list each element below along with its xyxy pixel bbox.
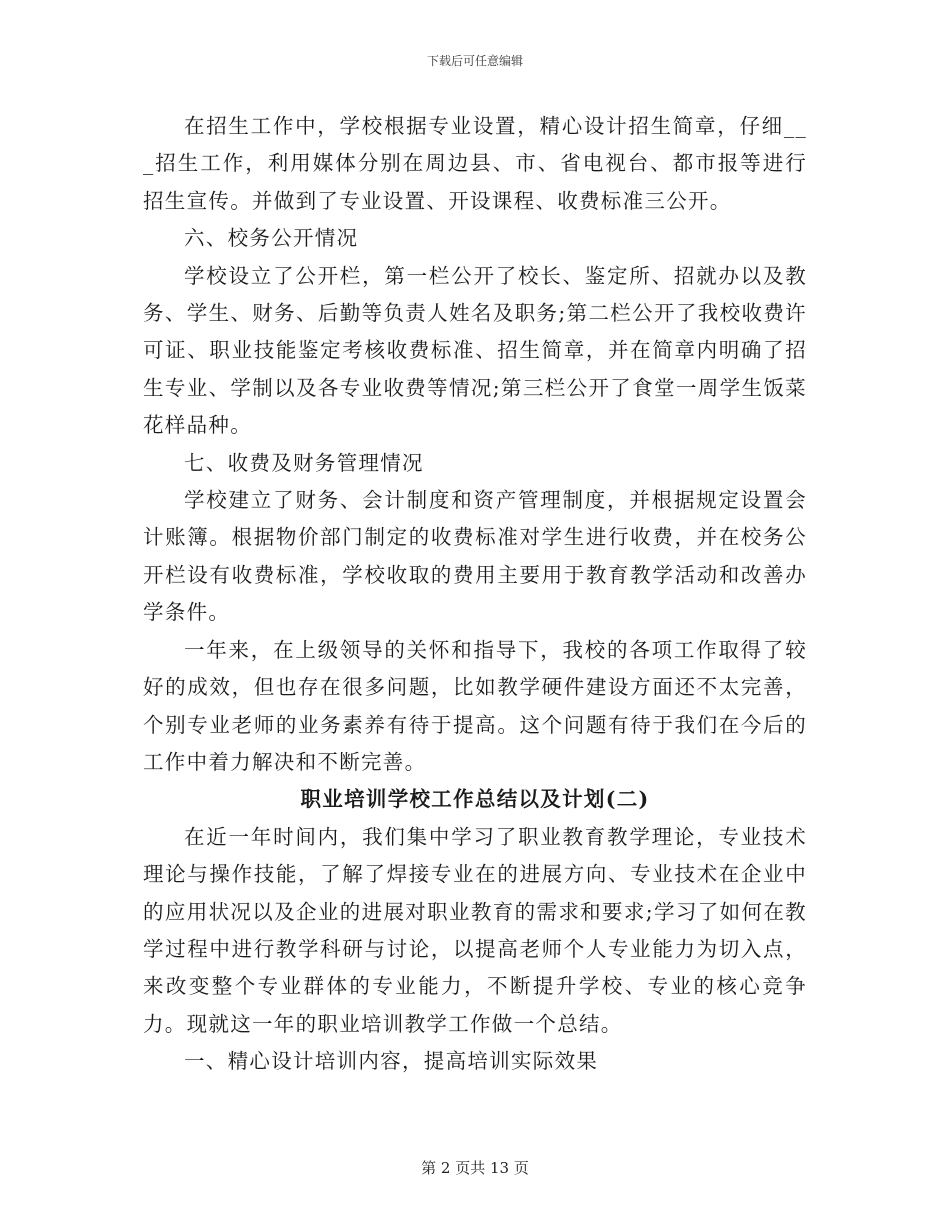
paragraph-training-intro: 在近一年时间内，我们集中学习了职业教育教学理论，专业技术理论与操作技能，了解了焊接专业在的进展方向、专业技术在企业中的应用状况以及企业的进展对职业教育的需求和要求;学习了如何在教学过程中进行教学科研与讨论，以提高老师个人专业能力为切入点，来改变整个专业群体的专业能力，不断提升学校、专业的核心竞争力。现就这一年的职业培训教学工作做一个总结。 <box>143 824 807 1036</box>
paragraph-year-review: 一年来，在上级领导的关怀和指导下，我校的各项工作取得了较好的成效，但也存在很多问题，比如教学硬件建设方面还不太完善，个别专业老师的业务素养有待于提高。这个问题有待于我们在今后的工作中着力解决和不断完善。 <box>143 637 807 774</box>
section-heading-training-content: 一、精心设计培训内容，提高培训实际效果 <box>184 1049 599 1074</box>
section-heading-school-affairs: 六、校务公开情况 <box>184 226 359 251</box>
document-section-title: 职业培训学校工作总结以及计划(二) <box>300 787 650 812</box>
paragraph-finance: 学校建立了财务、会计制度和资产管理制度，并根据规定设置会计账簿。根据物价部门制定的收费标准对学生进行收费，并在校务公开栏设有收费标准，学校收取的费用主要用于教育教学活动和改善办学条件。 <box>143 488 807 625</box>
paragraph-enrollment: 在招生工作中，学校根据专业设置，精心设计招生简章，仔细___招生工作，利用媒体分别在周边县、市、省电视台、都市报等进行招生宣传。并做到了专业设置、开设课程、收费标准三公开。 <box>143 114 807 213</box>
section-heading-finance: 七、收费及财务管理情况 <box>184 450 424 475</box>
document-body <box>143 108 807 1081</box>
paragraph-bulletin-board: 学校设立了公开栏，第一栏公开了校长、鉴定所、招就办以及教务、学生、财务、后勤等负责人姓名及职务;第二栏公开了我校收费许可证、职业技能鉴定考核收费标准、招生简章，并在简章内明确了招生专业、学制以及各专业收费等情况;第三栏公开了食堂一周学生饭菜花样品种。 <box>143 263 807 438</box>
page-number: 第 2 页共 13 页 <box>421 1159 529 1177</box>
page-header: 下载后可任意编辑 <box>426 54 523 68</box>
